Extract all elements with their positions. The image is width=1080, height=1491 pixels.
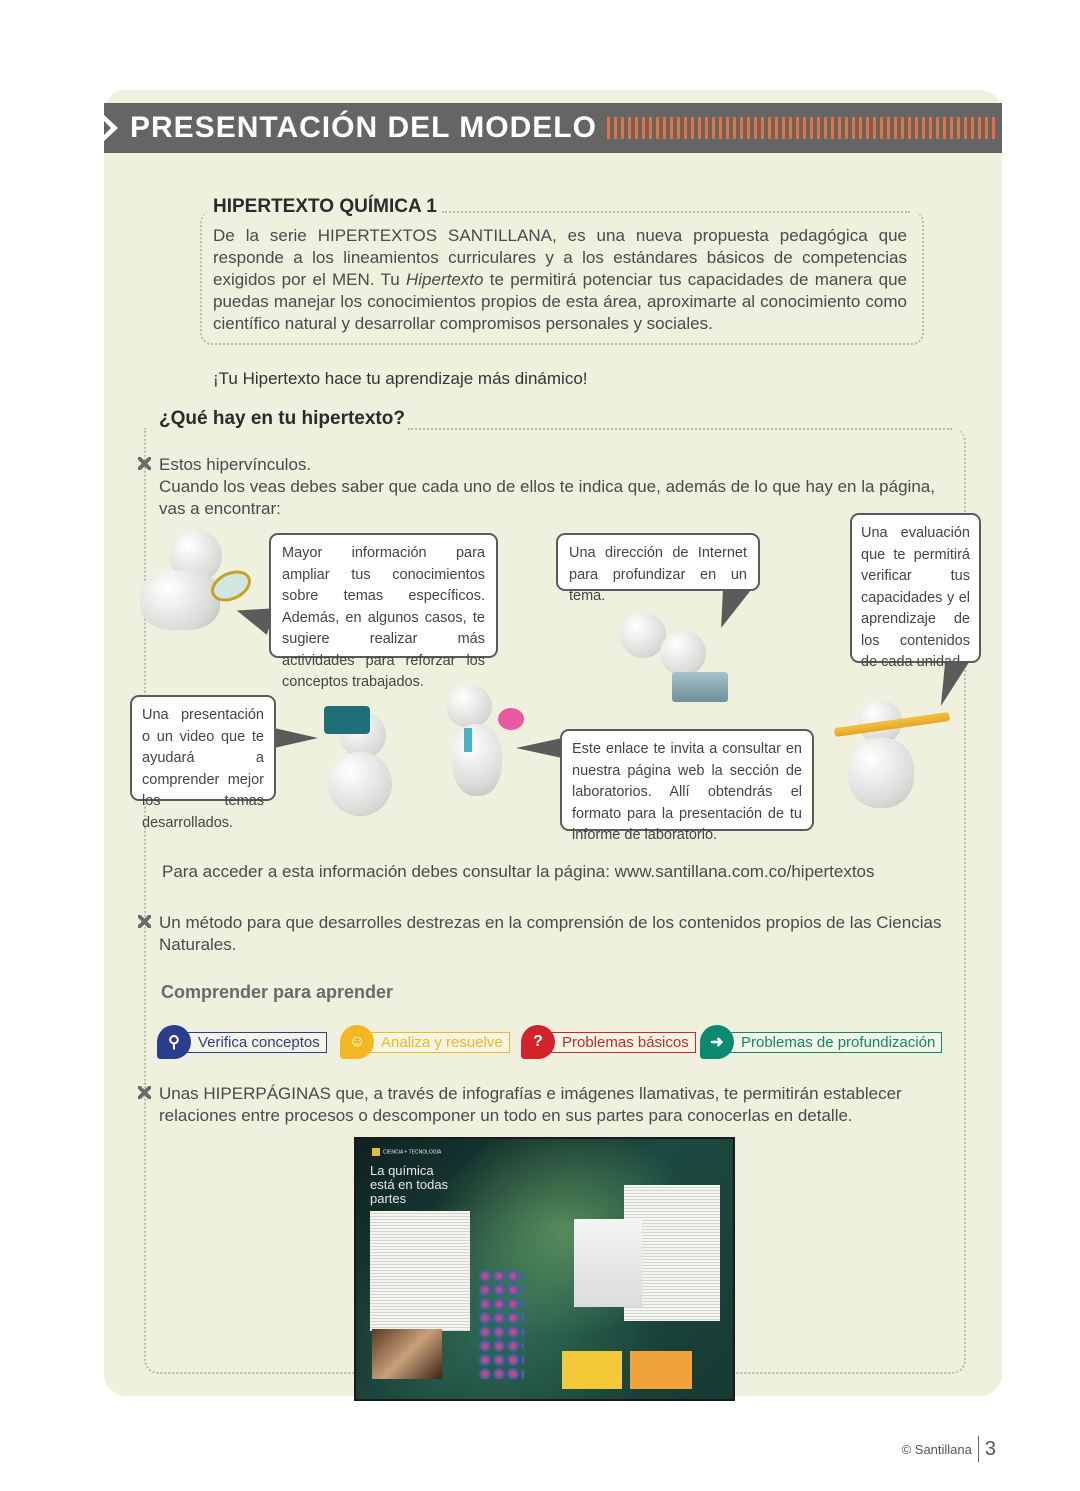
method-title: Comprender para aprender: [161, 982, 394, 1002]
section-title: PRESENTACIÓN DEL MODELO: [130, 111, 597, 144]
figure-magnifier-body: [140, 570, 220, 630]
hiperpage-photo: [372, 1329, 442, 1379]
intro-body-italic: Hipertexto: [405, 270, 484, 289]
bubble-tail: [516, 738, 562, 758]
tagline: ¡Tu Hipertexto hace tu aprendizaje más dinámico!: [213, 369, 588, 388]
badge-label: Problemas básicos: [551, 1032, 696, 1053]
item2: Un método para que desarrolles destrezas en la comprensión de los contenidos propios de las Ciencias Naturales.: [159, 913, 942, 954]
contents-title: ¿Qué hay en tu hipertexto?: [159, 408, 405, 429]
hiperpage-note-orange: [630, 1351, 692, 1389]
figure-laptop-head-2: [660, 630, 706, 676]
badge-label: Analiza y resuelve: [370, 1032, 510, 1053]
flask-icon: [498, 708, 524, 730]
bullet-icon: [138, 1086, 151, 1099]
hiperpage-title: La química está en todas partes: [370, 1163, 449, 1206]
figure-lab-body: [452, 724, 502, 796]
item1-heading: Estos hipervínculos.: [159, 455, 312, 474]
item3: Unas HIPERPÁGINAS que, a través de infografías e imágenes llamativas, te permitirán establecer relaciones entre procesos o descomponer un todo en sus partes para conocerlas en detalle.: [159, 1084, 902, 1125]
arrow-right-icon: ➜: [700, 1025, 734, 1059]
intro-box-topline: [442, 211, 910, 213]
bullet-icon: [138, 457, 151, 470]
badge-verifica-conceptos: [157, 1025, 327, 1059]
intro-body-text-cont: te permitirá potenciar tus capacidades de manera que puedas manejar los conocimientos propios de esta área, aproximarte al conocimiento como científico natural y desarrollar compromisos personales y sociales.: [213, 270, 907, 333]
smile-icon: ☺: [340, 1025, 374, 1059]
badge-label: Verifica conceptos: [187, 1032, 327, 1053]
bubble-tail: [274, 728, 318, 748]
decorative-stripes: [607, 117, 998, 139]
badge-label: Problemas de profundización: [730, 1032, 942, 1053]
page-footer: [902, 1436, 996, 1462]
figure-camera-body: [328, 752, 392, 816]
intro-body-text: De la serie HIPERTEXTOS SANTILLANA, es una nueva propuesta pedagógica que responde a los lineamientos curriculares y a los estándares básicos de competencias exigidos por el MEN. Tu: [213, 226, 907, 289]
figure-pencil-body: [848, 738, 914, 808]
bubble-video: Una presentación o un video que te ayudará a comprender mejor los temas desarrollados.: [130, 695, 276, 801]
footer-divider: [978, 1436, 979, 1462]
item1: [159, 454, 949, 520]
bullet-icon: [138, 915, 151, 928]
bubble-evaluation: Una evaluación que te permitirá verificar tus capacidades y el aprendizaje de los contenidos de cada unidad.: [850, 513, 981, 663]
badge-problemas-basicos: [521, 1025, 696, 1059]
badge-problemas-profundizacion: [700, 1025, 942, 1059]
section-banner: [104, 103, 1002, 153]
laptop-icon: [672, 672, 728, 702]
access-note: Para acceder a esta información debes consultar la página: www.santillana.com.co/hipertextos: [162, 862, 875, 881]
hiperpage-text-column: [370, 1211, 470, 1331]
dna-image: [478, 1269, 524, 1379]
book-question-icon: ?: [521, 1025, 555, 1059]
hiperpage-note-yellow: [562, 1351, 622, 1389]
bubble-more-info: Mayor información para ampliar tus conocimientos sobre temas específicos. Además, en algunos casos, te sugiere realizar más actividades para reforzar los conceptos trabajados.: [269, 533, 498, 658]
figure-lab-head: [446, 684, 492, 728]
item1-text: Cuando los veas debes saber que cada uno de ellos te indica que, además de lo que hay en la página, vas a encontrar:: [159, 477, 935, 518]
scientist-photo: [574, 1219, 642, 1307]
badge-analiza-resuelve: [340, 1025, 510, 1059]
intro-body: [213, 225, 907, 335]
intro-title: HIPERTEXTO QUÍMICA 1: [213, 196, 437, 217]
hiperpage-thumbnail: [354, 1137, 735, 1401]
tie-icon: [464, 728, 472, 752]
contents-box-topline: [408, 428, 952, 430]
chevron-right-icon: [104, 115, 118, 141]
copyright: © Santillana: [901, 1441, 972, 1457]
video-camera-icon: [324, 706, 370, 734]
magnifier-icon: ⚲: [157, 1025, 191, 1059]
bubble-laboratory: Este enlace te invita a consultar en nuestra página web la sección de laboratorios. Allí obtendrás el formato para la presentación de tu informe de laboratorio.: [560, 729, 814, 831]
bubble-internet: Una dirección de Internet para profundizar en un tema.: [556, 533, 760, 591]
hiperpage-tag: CIENCIA + TECNOLOGÍA: [372, 1148, 441, 1156]
page-number: 3: [984, 1437, 996, 1460]
